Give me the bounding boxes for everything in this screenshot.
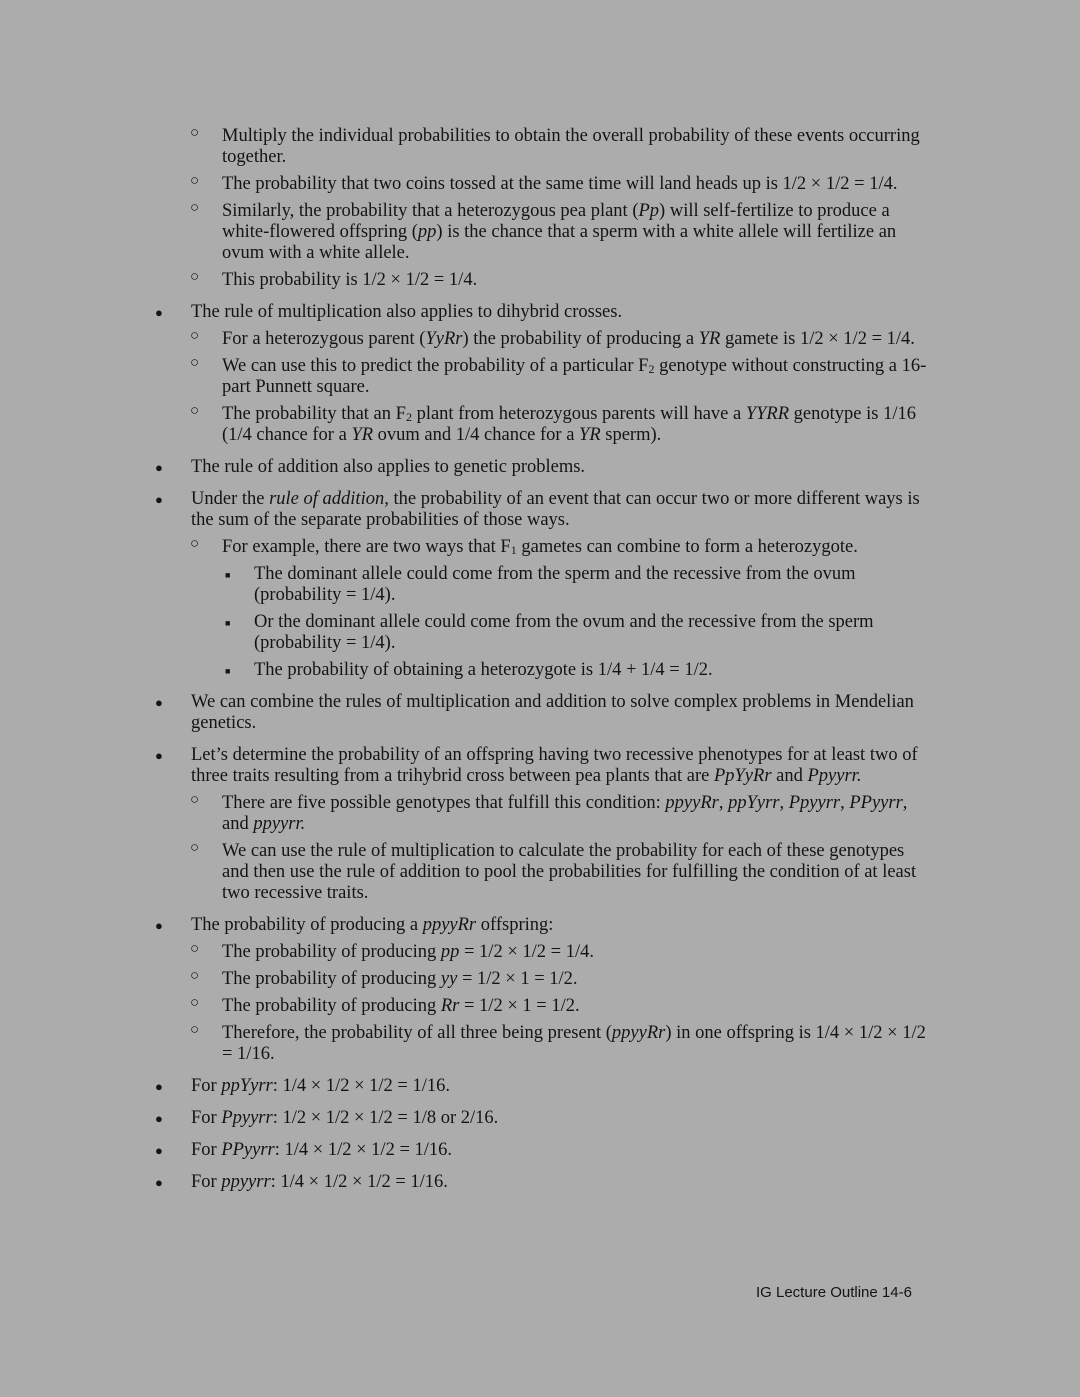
circle-bullet-icon: ○ bbox=[190, 840, 200, 856]
list-item-text: Or the dominant allele could come from the ovum and the recessive from the sperm (probability = 1/4). bbox=[254, 612, 874, 653]
bullet-icon: ● bbox=[155, 748, 163, 763]
list-item bbox=[190, 941, 932, 963]
list-item bbox=[225, 612, 914, 654]
list-item bbox=[190, 125, 932, 168]
square-bullet-icon: ■ bbox=[225, 666, 231, 676]
list-item-text: Similarly, the probability that a heterozygous pea plant (Pp) will self-fertilize to produce a white-flowered offspring (pp) is the chance that a sperm with a white allele will fertilize an ovum with a white allele. bbox=[222, 201, 897, 263]
list-item-text: Therefore, the probability of all three being present (ppyyRr) in one offspring is 1/4 × 1/2 × 1/2 = 1/16. bbox=[222, 1023, 926, 1064]
list-item-text: The dominant allele could come from the sperm and the recessive from the ovum (probability = 1/4). bbox=[254, 564, 856, 605]
list-item bbox=[190, 1022, 932, 1065]
list-item-text: Under the rule of addition, the probability of an event that can occur two or more different ways is the sum of the separate probabilities of those ways. bbox=[191, 489, 920, 530]
circle-bullet-icon: ○ bbox=[190, 173, 200, 189]
list-item-text: The probability of producing Rr = 1/2 × 1 = 1/2. bbox=[222, 996, 580, 1016]
list-item bbox=[225, 564, 914, 606]
circle-bullet-icon: ○ bbox=[190, 403, 200, 419]
list-item bbox=[190, 328, 932, 350]
circle-bullet-icon: ○ bbox=[190, 1022, 200, 1038]
list-item-text: For a heterozygous parent (YyRr) the probability of producing a YR gamete is 1/2 × 1/2 = 1/4. bbox=[222, 329, 915, 349]
list-item bbox=[155, 1172, 931, 1193]
circle-bullet-icon: ○ bbox=[190, 536, 200, 552]
list-item-text: The rule of addition also applies to genetic problems. bbox=[191, 457, 586, 477]
circle-bullet-icon: ○ bbox=[190, 355, 200, 371]
list-item bbox=[190, 995, 932, 1017]
list-item bbox=[190, 536, 932, 558]
list-item-text: Let’s determine the probability of an offspring having two recessive phenotypes for at least two of three traits resulting from a trihybrid cross between pea plants that are PpYyRr and Ppyyrr. bbox=[191, 745, 918, 786]
lecture-outline-body bbox=[0, 126, 1080, 1193]
list-item-text: For ppYyrr: 1/4 × 1/2 × 1/2 = 1/16. bbox=[191, 1076, 450, 1096]
list-item bbox=[155, 745, 931, 787]
list-item bbox=[155, 1140, 931, 1161]
list-item bbox=[190, 968, 932, 990]
list-item-text: The rule of multiplication also applies to dihybrid crosses. bbox=[191, 302, 623, 322]
list-item bbox=[190, 403, 932, 446]
circle-bullet-icon: ○ bbox=[190, 125, 200, 141]
circle-bullet-icon: ○ bbox=[190, 269, 200, 285]
square-bullet-icon: ■ bbox=[225, 618, 231, 628]
page-footer: IG Lecture Outline 14-6 bbox=[756, 1284, 912, 1301]
list-item-text: This probability is 1/2 × 1/2 = 1/4. bbox=[222, 270, 478, 290]
list-item bbox=[190, 200, 932, 264]
list-item bbox=[190, 840, 932, 904]
bullet-icon: ● bbox=[155, 305, 163, 320]
list-item-text: We can combine the rules of multiplication and addition to solve complex problems in Mendelian genetics. bbox=[191, 692, 914, 733]
square-bullet-icon: ■ bbox=[225, 570, 231, 580]
list-item-text: The probability of producing yy = 1/2 × 1 = 1/2. bbox=[222, 969, 578, 989]
bullet-icon: ● bbox=[155, 460, 163, 475]
list-item bbox=[225, 660, 914, 681]
list-item bbox=[155, 1076, 931, 1097]
circle-bullet-icon: ○ bbox=[190, 968, 200, 984]
bullet-icon: ● bbox=[155, 1111, 163, 1126]
bullet-icon: ● bbox=[155, 695, 163, 710]
circle-bullet-icon: ○ bbox=[190, 792, 200, 808]
list-item-text: Multiply the individual probabilities to obtain the overall probability of these events occurring together. bbox=[222, 126, 920, 167]
list-item-text: The probability of obtaining a heterozygote is 1/4 + 1/4 = 1/2. bbox=[254, 660, 713, 680]
list-item-text: For Ppyyrr: 1/2 × 1/2 × 1/2 = 1/8 or 2/16. bbox=[191, 1108, 499, 1128]
circle-bullet-icon: ○ bbox=[190, 941, 200, 957]
list-item bbox=[155, 1108, 931, 1129]
list-item bbox=[155, 915, 931, 936]
list-item-text: For ppyyrr: 1/4 × 1/2 × 1/2 = 1/16. bbox=[191, 1172, 448, 1192]
list-item bbox=[190, 269, 932, 291]
list-item-text: There are five possible genotypes that fulfill this condition: ppyyRr, ppYyrr, Ppyyrr, PPyyrr, and ppyyrr. bbox=[222, 793, 908, 834]
circle-bullet-icon: ○ bbox=[190, 328, 200, 344]
list-item bbox=[190, 792, 932, 835]
list-item-text: The probability of producing pp = 1/2 × 1/2 = 1/4. bbox=[222, 942, 594, 962]
bullet-icon: ● bbox=[155, 918, 163, 933]
list-item-text: We can use the rule of multiplication to calculate the probability for each of these genotypes and then use the rule of addition to pool the probabilities for fulfilling the condition of at least two recessive traits. bbox=[222, 841, 917, 903]
bullet-icon: ● bbox=[155, 1143, 163, 1158]
list-item-text: For example, there are two ways that $F_1$ gametes can combine to form a heterozygote. bbox=[222, 537, 858, 557]
list-item-text: The probability that an $F_2$ plant from heterozygous parents will have a YYRR genotype is 1/16 (1/4 chance for a YR ovum and 1/4 chance for a YR sperm). bbox=[222, 404, 916, 445]
list-item-text: We can use this to predict the probability of a particular $F_2$ genotype without constructing a 16-part Punnett square. bbox=[222, 356, 927, 397]
list-item-text: The probability that two coins tossed at the same time will land heads up is 1/2 × 1/2 = 1/4. bbox=[222, 174, 898, 194]
list-item bbox=[190, 355, 932, 398]
circle-bullet-icon: ○ bbox=[190, 995, 200, 1011]
list-item-text: For PPyyrr: 1/4 × 1/2 × 1/2 = 1/16. bbox=[191, 1140, 453, 1160]
list-item bbox=[155, 489, 931, 531]
list-item bbox=[155, 302, 931, 323]
circle-bullet-icon: ○ bbox=[190, 200, 200, 216]
list-item bbox=[155, 457, 931, 478]
list-item-text: The probability of producing a ppyyRr offspring: bbox=[191, 915, 554, 935]
bullet-icon: ● bbox=[155, 492, 163, 507]
bullet-icon: ● bbox=[155, 1175, 163, 1190]
bullet-icon: ● bbox=[155, 1079, 163, 1094]
list-item bbox=[155, 692, 931, 734]
list-item bbox=[190, 173, 932, 195]
